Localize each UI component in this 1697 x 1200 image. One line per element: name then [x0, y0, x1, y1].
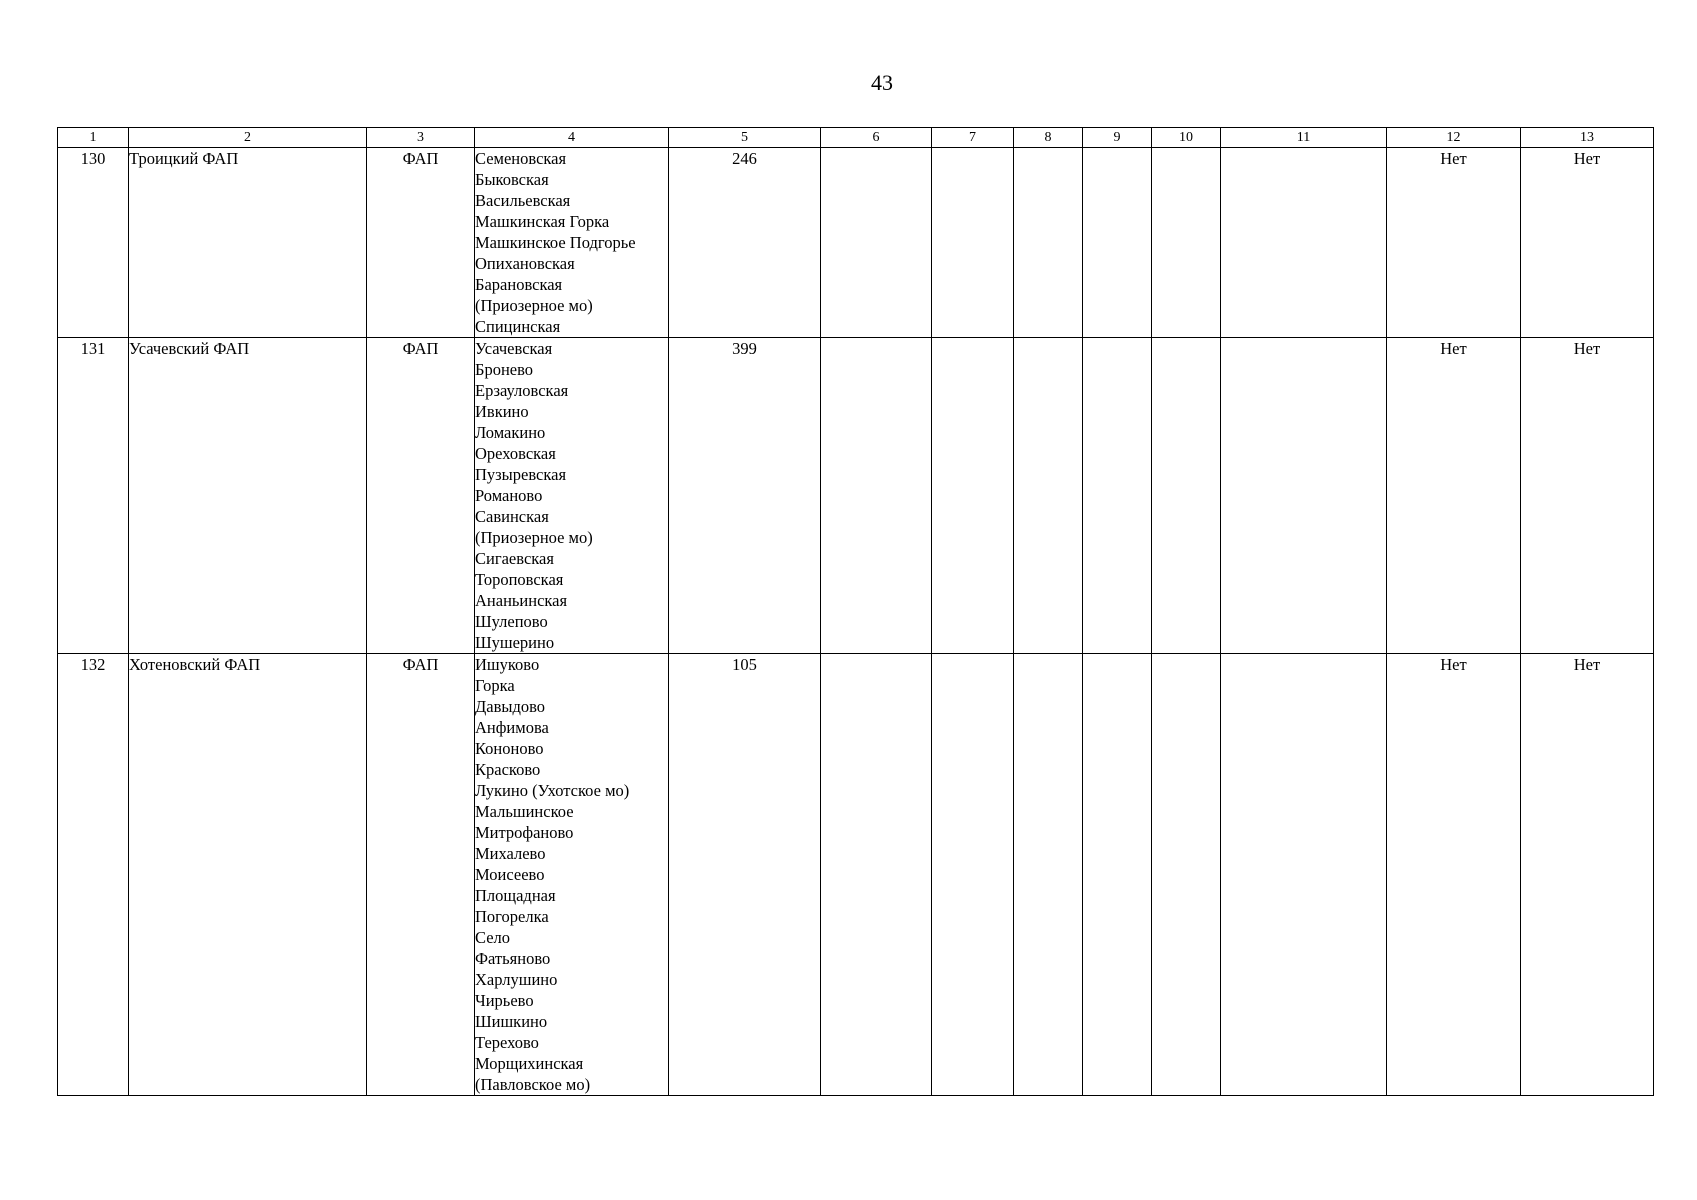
settlements-cell	[475, 338, 669, 654]
column-header: 4	[475, 128, 669, 148]
settlement-name: Васильевская	[475, 191, 571, 210]
facilities-table	[57, 127, 1654, 1096]
settlement-name: Моисеево	[475, 865, 545, 884]
facility-type-cell: ФАП	[367, 654, 475, 1096]
column-header: 7	[932, 128, 1014, 148]
table-row	[58, 148, 1654, 338]
settlement-name: Митрофаново	[475, 823, 574, 842]
settlement-name: Харлушино	[475, 970, 558, 989]
col-13-cell: Нет	[1521, 148, 1654, 338]
settlement-name: Мальшинское	[475, 802, 574, 821]
column-header: 3	[367, 128, 475, 148]
column-number-row	[58, 128, 1654, 148]
column-header: 8	[1014, 128, 1083, 148]
settlement-name: Романово	[475, 486, 543, 505]
empty-cell-col-11	[1221, 338, 1387, 654]
settlement-name: Морщихинская	[475, 1054, 584, 1073]
facility-name-cell: Усачевский ФАП	[129, 338, 367, 654]
column-header: 10	[1152, 128, 1221, 148]
settlement-name: Чирьево	[475, 991, 534, 1010]
settlement-name: Давыдово	[475, 697, 546, 716]
settlement-name: Усачевская	[475, 339, 553, 358]
settlement-name: Опихановская	[475, 254, 575, 273]
settlements-cell	[475, 654, 669, 1096]
empty-cell-col-7	[932, 338, 1014, 654]
table-body	[58, 148, 1654, 1096]
settlement-name: Сигаевская	[475, 549, 554, 568]
empty-cell-col-8	[1014, 654, 1083, 1096]
empty-cell-col-8	[1014, 148, 1083, 338]
population-cell: 399	[669, 338, 821, 654]
empty-cell-col-6	[821, 148, 932, 338]
settlement-name: Савинская	[475, 507, 549, 526]
settlement-name: Красково	[475, 760, 541, 779]
row-number-cell: 130	[58, 148, 129, 338]
settlement-name: Пузыревская	[475, 465, 567, 484]
column-header: 2	[129, 128, 367, 148]
population-cell: 105	[669, 654, 821, 1096]
empty-cell-col-9	[1083, 338, 1152, 654]
col-12-cell: Нет	[1387, 654, 1521, 1096]
empty-cell-col-9	[1083, 148, 1152, 338]
settlement-name: Ананьинская	[475, 591, 568, 610]
settlement-name: Спицинская	[475, 317, 561, 336]
settlement-name: Кононово	[475, 739, 544, 758]
settlement-name: (Приозерное мо)	[475, 296, 593, 315]
settlement-name: Ивкино	[475, 402, 529, 421]
empty-cell-col-6	[821, 654, 932, 1096]
col-12-cell: Нет	[1387, 148, 1521, 338]
settlement-name: Тороповская	[475, 570, 564, 589]
col-13-cell: Нет	[1521, 338, 1654, 654]
facility-type-cell: ФАП	[367, 338, 475, 654]
col-13-cell: Нет	[1521, 654, 1654, 1096]
col-12-cell: Нет	[1387, 338, 1521, 654]
row-number-cell: 131	[58, 338, 129, 654]
settlement-name: Ерзауловская	[475, 381, 569, 400]
settlement-name: Ишуково	[475, 655, 540, 674]
settlement-name: Лукино (Ухотское мо)	[475, 781, 630, 800]
empty-cell-col-10	[1152, 338, 1221, 654]
column-header: 1	[58, 128, 129, 148]
settlement-name: (Приозерное мо)	[475, 528, 593, 547]
empty-cell-col-7	[932, 148, 1014, 338]
column-header: 5	[669, 128, 821, 148]
column-header: 13	[1521, 128, 1654, 148]
facility-name-cell: Троицкий ФАП	[129, 148, 367, 338]
empty-cell-col-10	[1152, 148, 1221, 338]
settlement-name: Ломакино	[475, 423, 546, 442]
settlement-name: Машкинская Горка	[475, 212, 610, 231]
empty-cell-col-11	[1221, 654, 1387, 1096]
settlement-name: Барановская	[475, 275, 563, 294]
column-header: 11	[1221, 128, 1387, 148]
settlement-name: Погорелка	[475, 907, 549, 926]
page-number: 43	[871, 70, 893, 95]
facility-type-cell: ФАП	[367, 148, 475, 338]
settlements-cell	[475, 148, 669, 338]
settlement-name: Ореховская	[475, 444, 556, 463]
settlement-name: Шушерино	[475, 633, 555, 652]
settlement-name: Горка	[475, 676, 515, 695]
settlement-name: Быковская	[475, 170, 549, 189]
empty-cell-col-10	[1152, 654, 1221, 1096]
table-row	[58, 338, 1654, 654]
empty-cell-col-9	[1083, 654, 1152, 1096]
empty-cell-col-7	[932, 654, 1014, 1096]
settlement-name: (Павловское мо)	[475, 1075, 591, 1094]
settlement-name: Фатьяново	[475, 949, 551, 968]
settlement-name: Михалево	[475, 844, 546, 863]
settlement-name: Терехово	[475, 1033, 539, 1052]
empty-cell-col-6	[821, 338, 932, 654]
empty-cell-col-11	[1221, 148, 1387, 338]
table-row	[58, 654, 1654, 1096]
settlement-name: Шишкино	[475, 1012, 548, 1031]
settlement-name: Село	[475, 928, 511, 947]
population-cell: 246	[669, 148, 821, 338]
empty-cell-col-8	[1014, 338, 1083, 654]
facility-name-cell: Хотеновский ФАП	[129, 654, 367, 1096]
settlement-name: Анфимова	[475, 718, 549, 737]
settlement-name: Бронево	[475, 360, 534, 379]
settlement-name: Машкинское Подгорье	[475, 233, 636, 252]
row-number-cell: 132	[58, 654, 129, 1096]
settlement-name: Семеновская	[475, 149, 567, 168]
column-header: 6	[821, 128, 932, 148]
column-header: 9	[1083, 128, 1152, 148]
column-header: 12	[1387, 128, 1521, 148]
settlement-name: Шулепово	[475, 612, 548, 631]
settlement-name: Площадная	[475, 886, 556, 905]
